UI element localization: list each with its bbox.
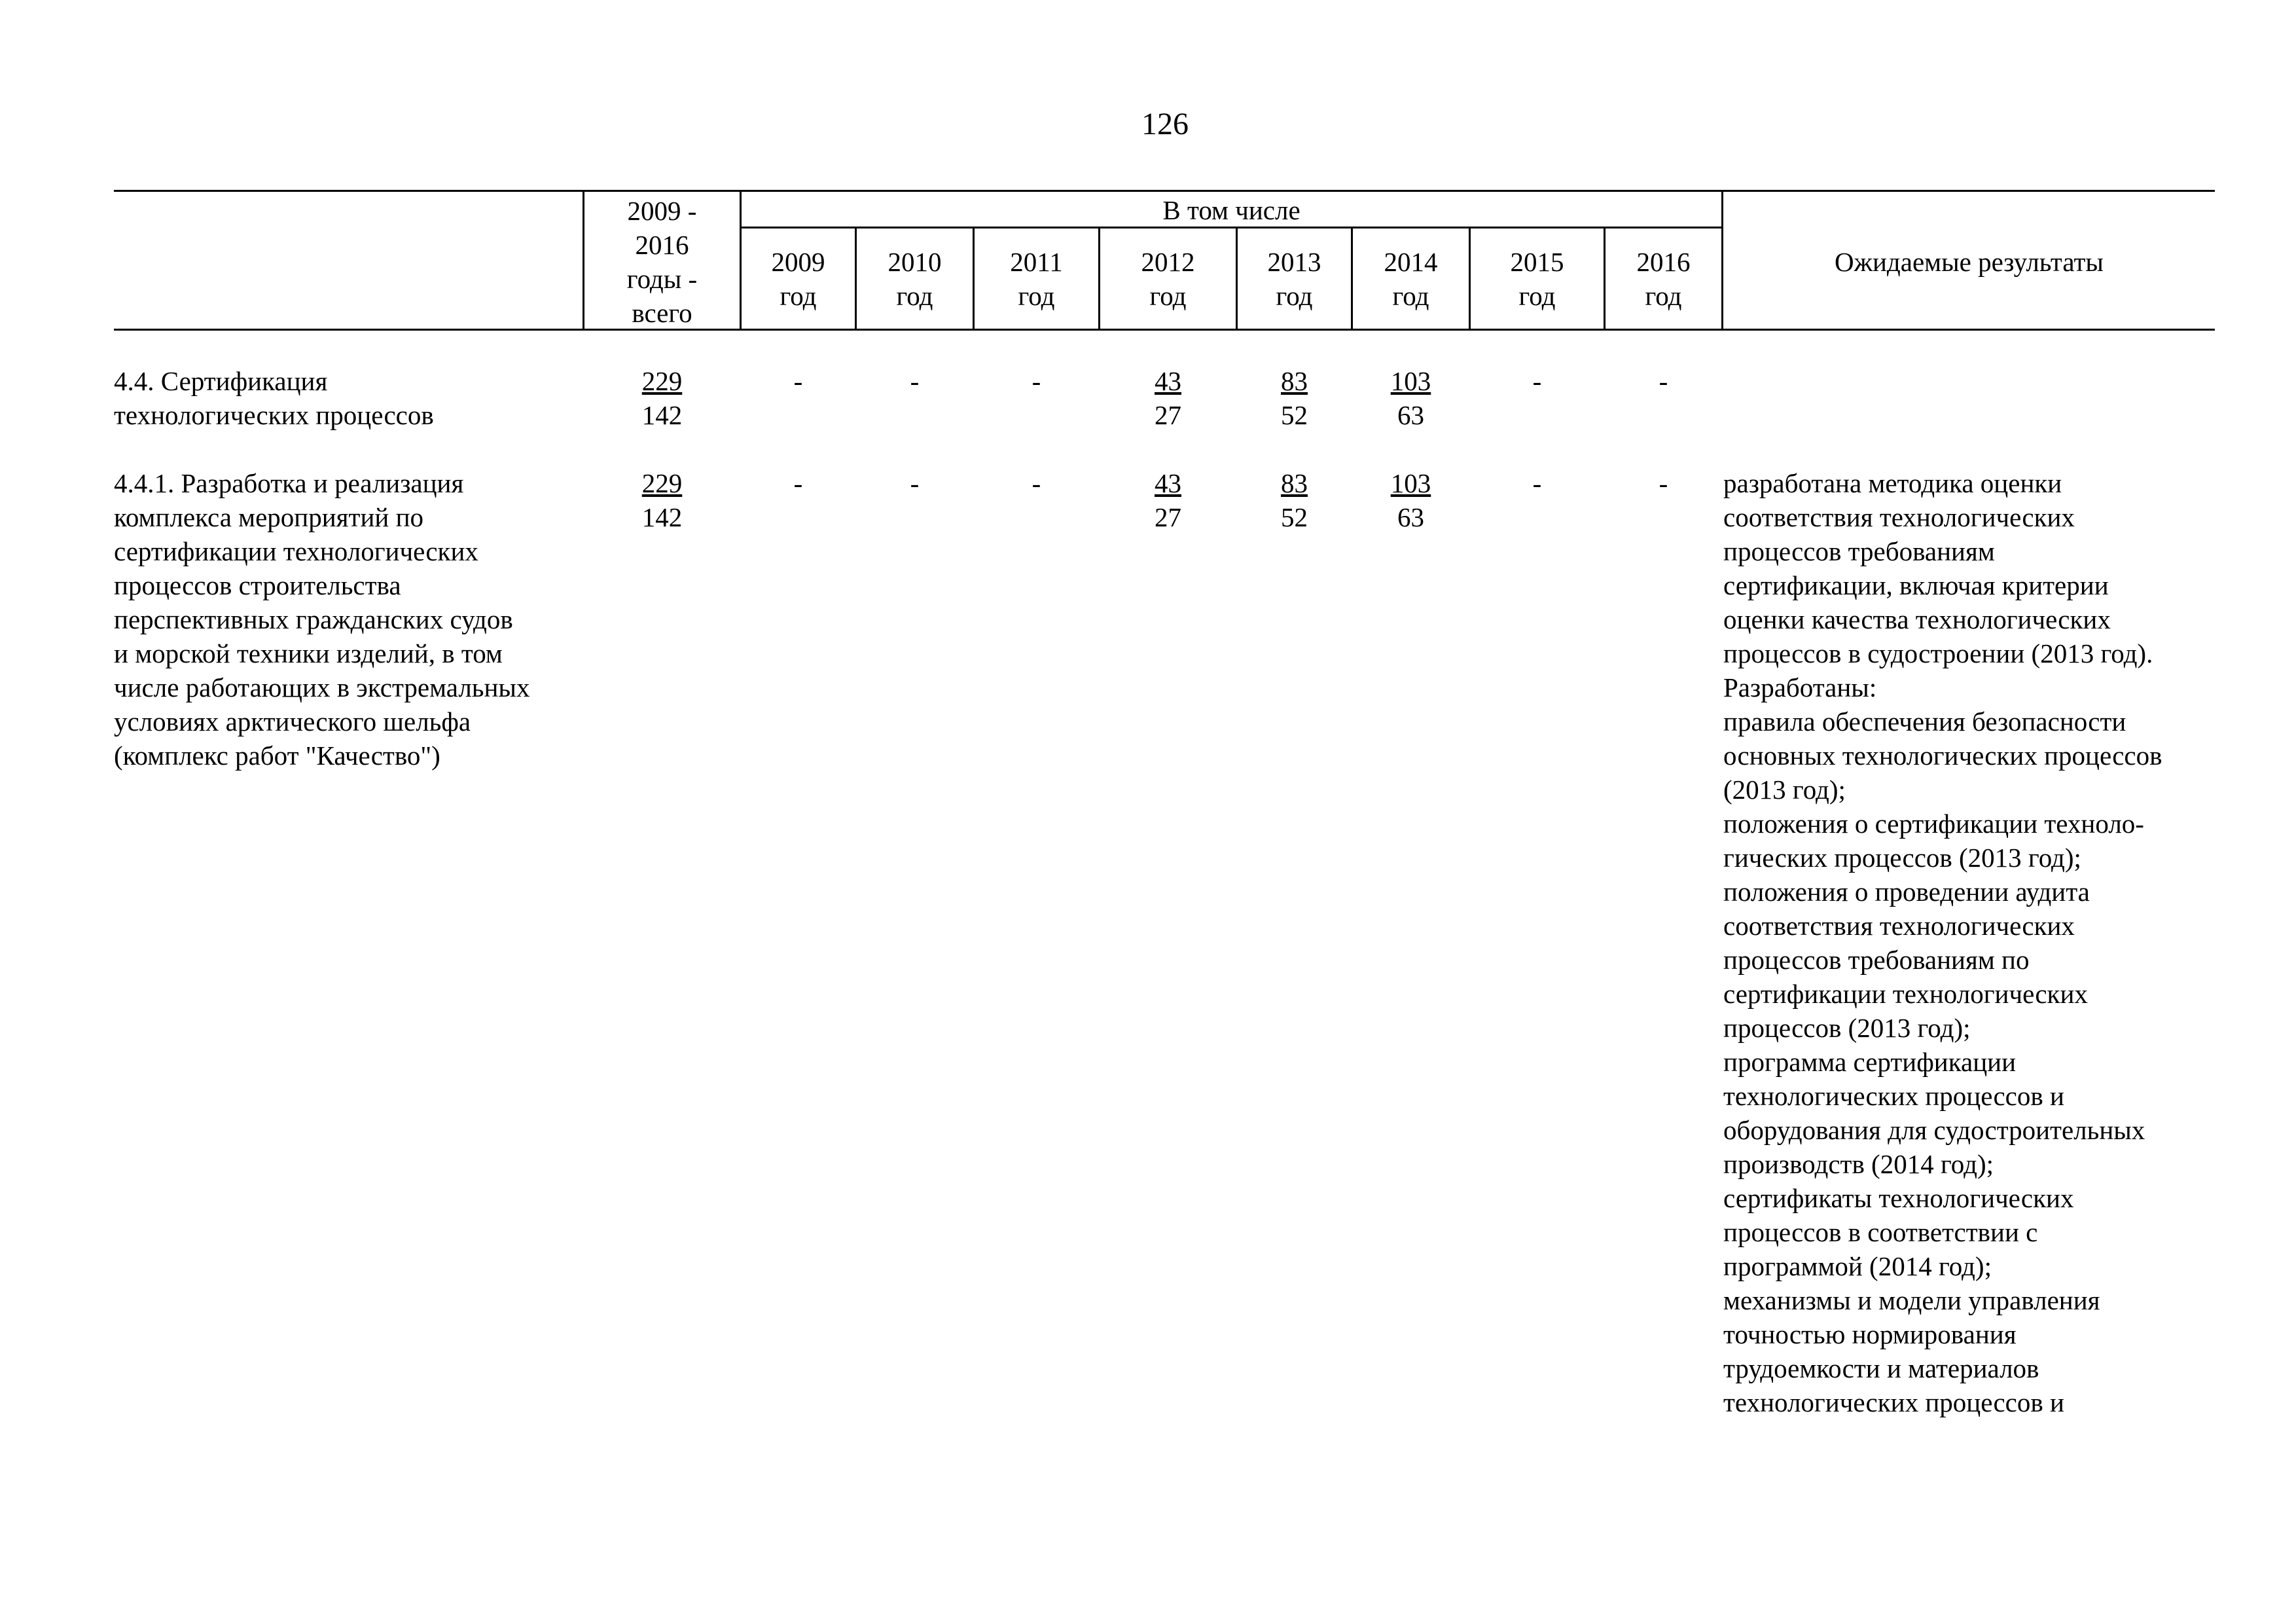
row-title-line: комплекса мероприятий по [114,502,424,532]
results-line: процессов требованиям по [1723,945,2030,975]
row-value-bottom: 63 [1397,400,1424,430]
results-line: точностью нормирования [1723,1319,2017,1349]
results-line: процессов (2013 год); [1723,1013,1971,1043]
results-line: (2013 год); [1723,775,1846,805]
row-title-line: числе работающих в экстремальных [114,672,530,702]
results-line: технологических процессов и [1723,1387,2064,1417]
row-title [114,364,572,432]
header-year-number: 2014 [1384,247,1438,277]
row-value-2011: - [1031,468,1041,498]
header-total-line: 2016 [635,230,689,260]
row-value-2015: - [1532,366,1542,396]
header-year-number: 2016 [1636,247,1691,277]
row-value-2010: - [910,366,920,396]
row-total [584,466,740,534]
row-value-bottom: 52 [1281,400,1308,430]
header-year-number: 2011 [1010,247,1063,277]
header-year-2015 [1471,245,1604,313]
header-year-2010 [857,245,973,313]
row-value-2009: - [793,468,803,498]
row-value-2015: - [1532,468,1542,498]
row-value-2013 [1238,466,1351,534]
results-line: механизмы и модели управления [1723,1285,2100,1315]
header-year-number: 2009 [771,247,825,277]
header-year-unit: год [896,281,933,311]
results-line: производств (2014 год); [1723,1149,1994,1179]
header-year-2016 [1605,245,1721,313]
row-results [1723,466,2221,1419]
row-value-2016: - [1659,366,1668,396]
results-line: соответствия технологических [1723,911,2075,941]
row-title [114,466,579,773]
header-year-2011 [975,245,1098,313]
row-value-top: 103 [1390,468,1431,498]
row-total-bottom: 142 [641,502,683,532]
results-line: сертификации технологических [1723,979,2088,1009]
results-line: сертификации, включая критерии [1723,570,2109,600]
row-title-line: технологических процессов [114,400,434,430]
row-value-top: 43 [1155,366,1181,396]
row-value-bottom: 27 [1155,502,1181,532]
row-value-top: 43 [1155,468,1181,498]
row-value-2013 [1238,364,1351,432]
header-year-unit: год [1392,281,1429,311]
row-value-bottom: 63 [1397,502,1424,532]
header-year-2014 [1353,245,1469,313]
header-total-line: 2009 - [627,196,697,226]
results-line: процессов в соответствии с [1723,1217,2038,1247]
row-title-line: (комплекс работ "Качество") [114,740,440,771]
results-line: Разработаны: [1723,672,1877,702]
results-line: программа сертификации [1723,1047,2017,1077]
table-header-bottom-border [114,329,2215,331]
header-year-number: 2012 [1141,247,1195,277]
results-line: оценки качества технологических [1723,604,2111,634]
results-line: правила обеспечения безопасности [1723,706,2126,737]
header-year-unit: год [780,281,817,311]
header-year-unit: год [1149,281,1187,311]
row-title-line: 4.4. Сертификация [114,366,328,396]
row-title-line: процессов строительства [114,570,401,600]
row-value-2016: - [1659,468,1668,498]
header-year-number: 2013 [1267,247,1321,277]
row-value-top: 103 [1390,366,1431,396]
row-value-2012 [1100,466,1236,534]
header-group-label: В том числе [1162,195,1300,225]
row-title-line: перспективных гражданских судов [114,604,513,634]
row-value-2012 [1100,364,1236,432]
results-line: основных технологических процессов [1723,740,2162,771]
results-line: программой (2014 год); [1723,1251,1992,1281]
row-value-2014 [1353,364,1469,432]
header-total-line: всего [632,298,692,328]
results-line: сертификаты технологических [1723,1183,2074,1213]
row-value-top: 83 [1281,366,1308,396]
table-top-border [114,190,2215,192]
row-value-2014 [1353,466,1469,534]
results-line: процессов требованиям [1723,536,1995,566]
row-title-line: условиях арктического шельфа [114,706,471,737]
row-value-2011: - [1031,366,1041,396]
results-line: оборудования для судостроительных [1723,1115,2145,1145]
results-line: соответствия технологических [1723,502,2075,532]
results-line: гических процессов (2013 год); [1723,843,2081,873]
results-line: положения о сертификации техноло- [1723,809,2144,839]
results-line: положения о проведении аудита [1723,877,2090,907]
row-total-top: 229 [641,468,683,498]
row-total-top: 229 [641,366,683,396]
row-total-bottom: 142 [641,400,683,430]
row-total [584,364,740,432]
row-value-bottom: 52 [1281,502,1308,532]
page-number: 126 [1141,107,1189,141]
header-year-unit: год [1018,281,1055,311]
header-results: Ожидаемые результаты [1835,247,2104,277]
row-title-line: и морской техники изделий, в том [114,638,503,668]
results-line: разработана методика оценки [1723,468,2062,498]
results-line: процессов в судостроении (2013 год). [1723,638,2153,668]
header-year-unit: год [1518,281,1556,311]
row-value-2009: - [793,366,803,396]
header-total-line: годы - [626,264,698,294]
row-title-line: 4.4.1. Разработка и реализация [114,468,464,498]
row-title-line: сертификации технологических [114,536,478,566]
header-total-column [584,194,740,330]
results-line: технологических процессов и [1723,1081,2064,1111]
header-year-number: 2015 [1510,247,1564,277]
header-year-2013 [1238,245,1351,313]
header-year-2009 [742,245,855,313]
header-year-unit: год [1645,281,1682,311]
header-year-2012 [1100,245,1236,313]
header-year-number: 2010 [888,247,942,277]
row-value-bottom: 27 [1155,400,1181,430]
row-value-2010: - [910,468,920,498]
results-line: трудоемкости и материалов [1723,1353,2039,1383]
row-value-top: 83 [1281,468,1308,498]
header-year-unit: год [1276,281,1313,311]
